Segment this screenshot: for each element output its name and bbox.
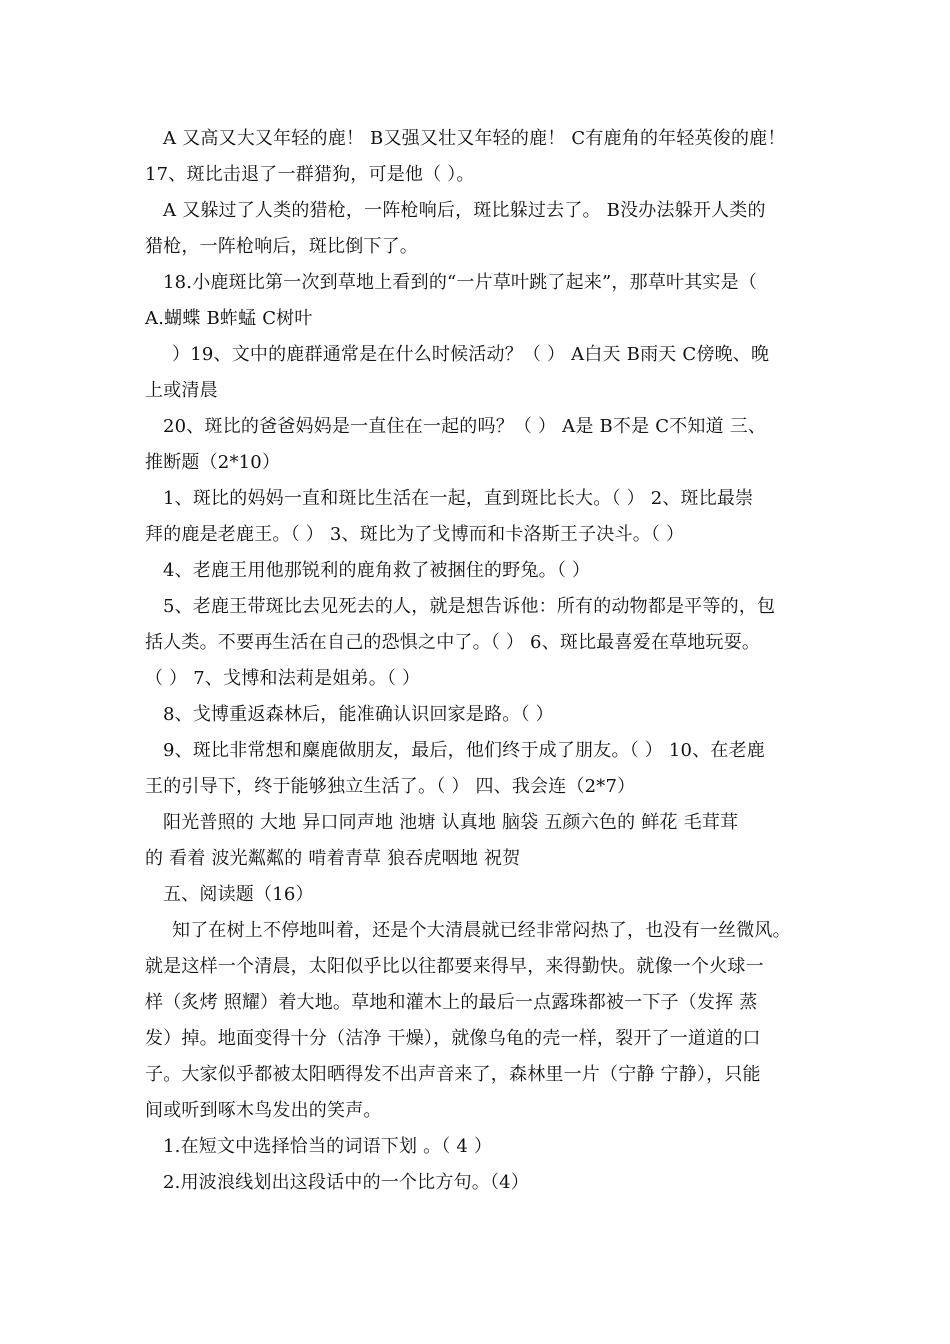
text-line: 9、斑比非常想和麋鹿做朋友，最后，他们终于成了朋友。（ ） 10、在老鹿 bbox=[163, 740, 765, 761]
text-line: 子。大家似乎都被太阳晒得发不出声音来了，森林里一片（宁静 宁静），只能 bbox=[145, 1064, 761, 1085]
text-line: A 又高又大又年轻的鹿！ B又强又壮又年轻的鹿！ C有鹿角的年轻英俊的鹿！ bbox=[163, 128, 786, 149]
text-line: 的 看着 波光粼粼的 啃着青草 狼吞虎咽地 祝贺 bbox=[145, 848, 521, 869]
text-line: 2.用波浪线划出这段话中的一个比方句。（4） bbox=[163, 1172, 530, 1193]
text-line: 4、老鹿王用他那锐利的鹿角救了被捆住的野兔。（ ） bbox=[163, 560, 591, 581]
text-line: 1、斑比的妈妈一直和斑比生活在一起，直到斑比长大。（ ） 2、斑比最崇 bbox=[163, 488, 754, 509]
text-line: 18.小鹿斑比第一次到草地上看到的“一片草叶跳了起来”，那草叶其实是（ bbox=[163, 272, 758, 293]
text-line: 猎枪，一阵枪响后，斑比倒下了。 bbox=[145, 236, 418, 257]
text-line: （ ） 7、戈博和法莉是姐弟。（ ） bbox=[145, 668, 421, 689]
text-line: 样（炙烤 照耀）着大地。草地和灌木上的最后一点露珠都被一下子（发挥 蒸 bbox=[145, 992, 758, 1013]
text-line: ）19、文中的鹿群通常是在什么时候活动？（ ） A白天 B雨天 C傍晚、晚 bbox=[172, 344, 770, 365]
text-line: 推断题（2*10） bbox=[145, 452, 281, 473]
text-line: 17、斑比击退了一群猎狗，可是他（ ）。 bbox=[145, 164, 475, 185]
text-line: 上或清晨 bbox=[145, 380, 218, 401]
text-line: 8、戈博重返森林后，能准确认识回家是路。（ ） bbox=[163, 704, 554, 725]
text-line: 括人类。不要再生活在自己的恐惧之中了。（ ） 6、斑比最喜爱在草地玩耍。 bbox=[145, 632, 761, 653]
section-heading: 五、阅读题（16） bbox=[163, 884, 314, 905]
text-line: A.蝴蝶 B蚱蜢 C树叶 bbox=[145, 308, 313, 329]
text-line: 拜的鹿是老鹿王。（ ） 3、斑比为了戈博而和卡洛斯王子决斗。（ ） bbox=[145, 524, 685, 545]
text-line: 发）掉。地面变得十分（洁净 干燥），就像乌龟的壳一样，裂开了一道道的口 bbox=[145, 1028, 761, 1049]
text-line: 5、老鹿王带斑比去见死去的人，就是想告诉他：所有的动物都是平等的，包 bbox=[163, 596, 776, 617]
text-line: 就是这样一个清晨，太阳似乎比以往都要来得早，来得勤快。就像一个火球一 bbox=[145, 956, 764, 977]
text-line: A 又躲过了人类的猎枪，一阵枪响后，斑比躲过去了。 B没办法躲开人类的 bbox=[163, 200, 766, 221]
text-line: 知了在树上不停地叫着，还是个大清晨就已经非常闷热了，也没有一丝微风。 bbox=[172, 920, 791, 941]
text-line: 王的引导下，终于能够独立生活了。（ ） 四、我会连（2*7） bbox=[145, 776, 636, 797]
text-line: 间或听到啄木鸟发出的笑声。 bbox=[145, 1100, 382, 1121]
text-line: 1.在短文中选择恰当的词语下划 。（ 4 ） bbox=[163, 1136, 493, 1157]
text-line: 20、斑比的爸爸妈妈是一直住在一起的吗？（ ） A是 B不是 C不知道 三、 bbox=[163, 416, 767, 437]
text-line: 阳光普照的 大地 异口同声地 池塘 认真地 脑袋 五颜六色的 鲜花 毛茸茸 bbox=[163, 812, 739, 833]
